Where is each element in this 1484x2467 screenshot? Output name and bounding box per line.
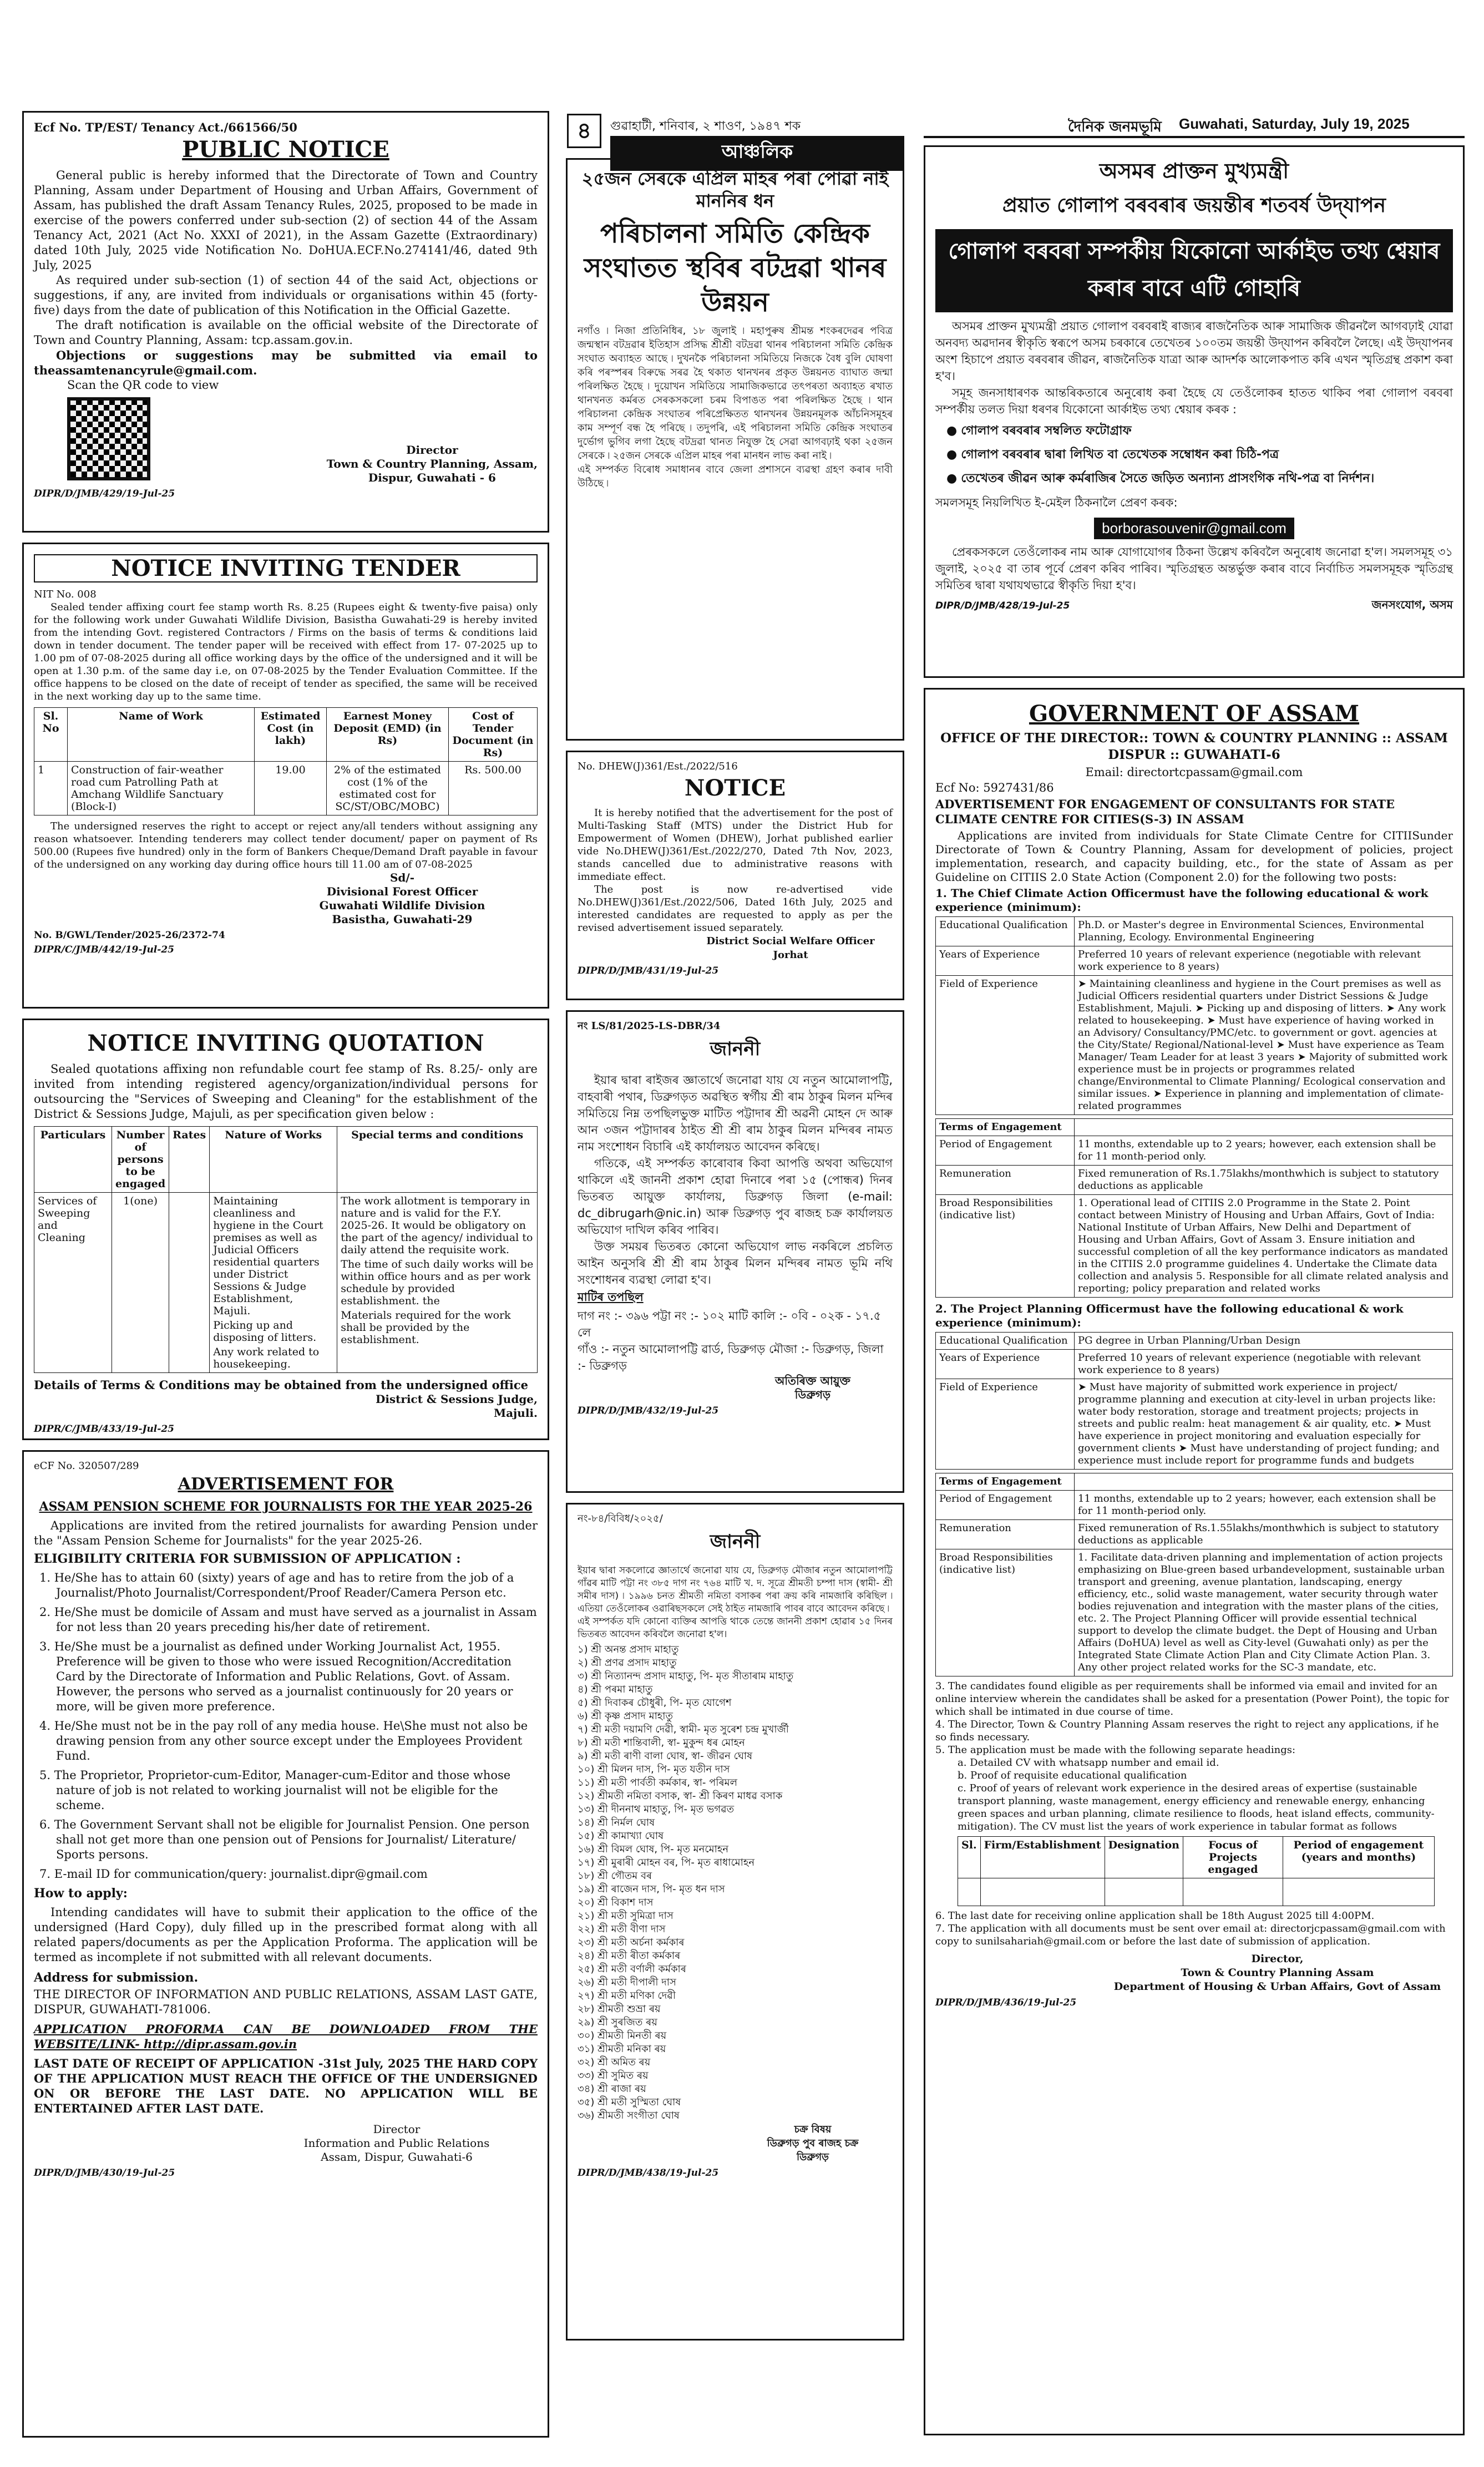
cell: PG degree in Urban Planning/Urban Design	[1075, 1333, 1453, 1350]
table-row	[936, 1333, 1453, 1350]
goa-title: GOVERNMENT OF ASSAM	[1029, 701, 1360, 727]
cell: Remuneration	[936, 1166, 1075, 1195]
sig-line: Information and Public Relations	[303, 2136, 490, 2150]
cell: Field of Experience	[936, 1379, 1075, 1470]
pension-ref: eCF No. 320507/289	[34, 1460, 139, 1472]
cell: ➤ Maintaining cleanliness and hygiene in the Court premises as well as Judicial Officers residential quarters under District Sessions & Judge Establishment, Majuli. ➤ Picking up and disposing of litters. ➤ Any work related to housekeeping. ➤ Must have experience of having worked in an Advisory/ Consultancy/PMC/etc. to government or govt. agencies at the City/State/ Regional/National-level ➤ Must have experience as Team Manager/ Team Leader for at least 3 years ➤ Majority of submitted work experience must be in projects or programmes related change/Environmental to Climate Planning/ Ecological conservation and similar issues. ➤ Experience in planning and implementation of climate-related programmes	[1075, 976, 1453, 1115]
cell: Construction of fair-weather road cum Patrolling Path at Amchang Wildlife Sanctuary (Block-I)	[68, 762, 255, 815]
list-item: ১) শ্ৰী অনন্ত প্ৰসাদ মাহাতু	[578, 1644, 679, 1655]
pension-advertisement	[22, 1450, 549, 2438]
quotation-table	[34, 1126, 538, 1373]
list-item: ১৫) শ্ৰী কামাখ্যা ঘোষ	[578, 1830, 664, 1842]
post1-head: 1. The Chief Climate Action Officermust have the following educational & work experience (minimum):	[935, 887, 1429, 914]
sig-line: Jorhat	[773, 949, 808, 961]
sig-line: Director,	[1251, 1953, 1304, 1965]
list-item: Picking up and disposing of litters.	[213, 1319, 317, 1344]
cv-table	[958, 1836, 1435, 1906]
quotation-details: Details of Terms & Conditions may be obtained from the undersigned office	[34, 1378, 529, 1392]
sig-line: Town & Country Planning, Assam,	[326, 457, 538, 470]
list-item: The work allotment is temporary in nature and is valid for the F.Y. 2025-26. It would be obligatory on the part of the agency/ individual to daily attend the requisite work.	[341, 1195, 533, 1256]
col-sl: Sl. No	[34, 708, 68, 762]
golap-appeal	[924, 145, 1465, 678]
list-item: ৩৪) শ্ৰী ৰাজা ৰয়	[578, 2083, 646, 2095]
col-terms: Special terms and conditions	[337, 1127, 538, 1193]
list-item: ৬) শ্ৰী কৃষ্ণ প্ৰসাদ মাহাতু	[578, 1710, 673, 1722]
col-work: Name of Work	[68, 708, 255, 762]
schedule-text: গাঁও :- নতুন আমোলাপট্টি ৱাৰ্ড, ডিব্ৰুগড় মৌজা :- ডিব্ৰুগড়, জিলা :- ডিব্ৰুগড়	[578, 1343, 884, 1372]
list-item: ২৭) শ্ৰী মতী মণিকা দেৱী	[578, 1990, 676, 2002]
sig-line: Town & Country Planning Assam	[1181, 1967, 1374, 1979]
cell: Preferred 10 years of relevant experience (negotiable with relevant work experience to 8 years)	[1075, 946, 1453, 976]
post2-terms	[935, 1473, 1453, 1676]
table-row	[936, 1520, 1453, 1549]
list-item: ৭) শ্ৰী মতী দয়ামণি দেৱী, স্বামী- মৃত সুৰেশ চন্দ্ৰ মুখাৰ্জী	[578, 1724, 789, 1735]
section-title: আঞ্চলিক	[610, 136, 904, 171]
janani2-ref: নং-৮৪/বিবিধ/২০২৫/	[578, 1513, 663, 1524]
public-notice	[22, 111, 549, 533]
list-item: ৩১) শ্ৰীমতী মনিকা ৰয়	[578, 2043, 666, 2055]
signature-block	[256, 2122, 538, 2164]
goa-email: Email: directortcpassam@gmail.com	[1085, 766, 1303, 779]
cell: Educational Qualification	[936, 917, 1075, 946]
download-link[interactable]: APPLICATION PROFORMA CAN BE DOWNLOADED FROM THE WEBSITE/LINK- http://dipr.assam.gov.in	[34, 2022, 538, 2051]
list-item: a. Detailed CV with whatsapp number and email id.	[958, 1757, 1219, 1769]
email-label: সমলসমূহ নিয়লিখিত ই-মেইল ঠিকনালৈ প্ৰেৰণ কৰক:	[935, 496, 1178, 509]
sig-line: ডিব্ৰুগড় পুব ৰাজহ চক্ৰ	[767, 2137, 859, 2149]
cell: Remuneration	[936, 1520, 1075, 1549]
list-item: 6. The Government Servant shall not be eligible for Journalist Pension. One person shall not get more than one pension out of Pensions for Journalist/ Literature/ Sports persons.	[39, 1818, 530, 1861]
sig-line: Sd/-	[389, 871, 415, 884]
cell: ➤ Must have majority of submitted work experience in project/ programme planning and execution at city-level in urban projects like: water body restoration, storage and treatment projects; projects in streets and public realm: heat management & air quality, etc. ➤ Must have experience in project monitoring and evaluation especially for government clients ➤ Must have understanding of project funding; and experience must include report for programme funds and budgets	[1075, 1379, 1453, 1470]
goa-office: OFFICE OF THE DIRECTOR:: TOWN & COUNTRY PLANNING :: ASSAM DISPUR :: GUWAHATI-6	[940, 731, 1448, 762]
list-item: ৩৬) শ্ৰীমতী সংগীতা ঘোষ	[578, 2110, 680, 2121]
bullet-text: গোলাপ বৰবৰাৰ সম্বলিত ফটোগ্ৰাফ	[961, 424, 1132, 438]
page-number: ৪	[567, 114, 601, 148]
sig-line: Assam, Dispur, Guwahati-6	[321, 2150, 473, 2164]
goa-adv: ADVERTISEMENT FOR ENGAGEMENT OF CONSULTANTS FOR STATE CLIMATE CENTRE FOR CITIES(S-3) IN ASSAM	[935, 797, 1395, 826]
cell: Terms of Engagement	[936, 1473, 1075, 1491]
cell	[169, 1193, 210, 1373]
table-row	[936, 1136, 1453, 1166]
table-row	[936, 1195, 1453, 1298]
cell: Fixed remuneration of Rs.1.55lakhs/monthwhich is subject to statutory deductions as applicable	[1075, 1520, 1453, 1549]
list-item: 4. The Director, Town & Country Planning Assam reserves the right to reject any applications, if he so finds necessary.	[935, 1719, 1439, 1743]
column-middle	[566, 158, 904, 2351]
col-particulars: Particulars	[34, 1127, 112, 1193]
list-item: ২১) শ্ৰী মতী সুমিত্ৰা দাস	[578, 1910, 673, 1922]
janani-notice-2	[566, 1503, 904, 2341]
table-row	[936, 1549, 1453, 1676]
table-row	[936, 1379, 1453, 1470]
janani2-intro: ইয়াৰ দ্বাৰা সকলোৱে জ্ঞাতাৰ্থে জনোৱা যায় যে, ডিব্ৰুগড় মৌজাৰ নতুন আমোলাপট্টি গাঁৱৰ মাটি পট্টা নং ৩৮৫ দাগ নং ৭৬৪ মাটি খ. দ. সূত্ৰে শ্ৰীমতী চম্পা দাস (স্বামী- শ্ৰী সমীৰ দাস) ৷ ১৯৯৬ চনত শ্ৰীমতী নমিতা বসাকৰ পৰা ক্ৰয় কৰি নামজাৰি কৰিছিল ৷ এতিয়া তেওঁলোকৰ ওৱাৰিছসকলে সেই ঠাইত নামজাৰি পাবৰ বাবে আবেদন কৰিছে ৷	[578, 1565, 893, 1614]
dipr-code: DIPR/D/JMB/431/19-Jul-25	[578, 965, 719, 976]
bullet-text: তেখেতৰ জীৱন আৰু কৰ্মৰাজিৰ সৈতে জড়িত অন্যান্য প্ৰাসংগিক নথি-পত্ৰ বা নিৰ্দশন।	[961, 472, 1375, 485]
signature-block	[688, 934, 893, 962]
list-item: ৩০) শ্ৰীমতী মিনতী ৰয়	[578, 2030, 667, 2042]
email-link[interactable]: borborasouvenir@gmail.com	[1094, 518, 1294, 539]
masthead-rule	[924, 136, 1465, 138]
golap-banner: গোলাপ বৰবৰা সম্পৰ্কীয় যিকোনো আৰ্কাইভ তথ্য শ্বেয়াৰ কৰাৰ বাবে এটি গোহাৰি	[935, 229, 1453, 312]
golap-para: সমূহ জনসাধাৰণক আন্তৰিকতাৰে অনুৰোধ কৰা হৈছে যে তেওঁলোকৰ হাতত থাকিব পৰা গোলাপ বৰবৰা সম্পৰ্কীয় তলত দিয়া ধৰণৰ যিকোনো আৰ্কাইভ তথ্য শ্বেয়াৰ কৰক :	[935, 386, 1453, 416]
golap-para: প্ৰেৰকসকলে তেওঁলোকৰ নাম আৰু যোগাযোগৰ ঠিকনা উল্লেখ কৰিবলৈ অনুৰোধ জনোৱা হ'ল। সমলসমূহ ৩১ জুলাই, ২০২৫ বা তাৰ পূৰ্বে প্ৰেৰণ কৰিব পাৰিব। স্মৃতিগ্ৰন্থত অন্তৰ্ভুক্ত কৰাৰ বাবে নিৰ্বাচিত সমলসমূহক স্মৃতিগ্ৰন্থ সমিতিৰ দ্বাৰা যথাযথভাৱে স্বীকৃতি দিয়া হ'ব।	[935, 545, 1453, 592]
cell: 11 months, extendable up to 2 years; however, each extension shall be for 11 month-period only.	[1075, 1491, 1453, 1520]
pension-subtitle: ASSAM PENSION SCHEME FOR JOURNALISTS FOR THE YEAR 2025-26	[39, 1500, 533, 1514]
col-doc: Cost of Tender Document (in Rs)	[449, 708, 538, 762]
list-item: ১০) শ্ৰী মিলন দাস, পি- মৃত যতীন দাস	[578, 1764, 730, 1775]
notice-para: As required under sub-section (1) of section 44 of the said Act, objections or suggestions, if any, are invited from individuals or organisations within 45 (forty-five) days from the date of publication of this Notification in the Official Gazette.	[34, 273, 538, 317]
janani-body: গতিকে, এই সম্পৰ্কত কাৰোবাৰ কিবা আপত্তি অথবা অভিযোগ থাকিলে এই জাননী প্ৰকাশ হোৱা দিনাৰে পৰা ১৫ (পোন্ধৰ) দিনৰ ভিতৰত আয়ুক্ত কাৰ্যালয়, ডিব্ৰুগড় জিলা (e-mail: dc_dibrugarh@nic.in) আৰু ডিব্ৰুগড় পুব ৰাজহ চক্ৰ কাৰ্যালয়ত অভিযোগ দাখিল কৰিব পাৰিব।	[578, 1157, 893, 1237]
cell: Broad Responsibilities (indicative list)	[936, 1549, 1075, 1676]
cell: Services of Sweeping and Cleaning	[34, 1193, 112, 1373]
masthead-right-date: Guwahati, Saturday, July 19, 2025	[1179, 115, 1410, 132]
last-date: LAST DATE OF RECEIPT OF APPLICATION -31st July, 2025 THE HARD COPY OF THE APPLICATION MUST REACH THE OFFICE OF THE UNDERSIGNED ON OR BEFORE THE LAST DATE. NO APPLICATION WILL BE ENTERTAINED AFTER LAST DATE.	[34, 2056, 538, 2115]
list-item: ২২) শ্ৰী মতী বীণা দাস	[578, 1923, 666, 1935]
list-item	[946, 469, 1453, 489]
nit-number: NIT No. 008	[34, 589, 97, 600]
address-text: THE DIRECTOR OF INFORMATION AND PUBLIC RELATIONS, ASSAM LAST GATE, DISPUR, GUWAHATI-781006.	[34, 1988, 538, 2016]
signature-block	[733, 2122, 893, 2164]
list-item: Maintaining cleanliness and hygiene in the Court premises as well as Judicial Officers residential quarters under District Sessions & Judge Establishment, Majuli.	[213, 1195, 323, 1317]
goa-advertisement	[924, 688, 1465, 2435]
cell: Educational Qualification	[936, 1333, 1075, 1350]
notice-para: General public is hereby informed that the Directorate of Town and Country Planning, Assam under Department of Housing and Urban Affairs, Government of Assam, has published the draft Assam Tenancy Rules, 2025, proposed to be made in exercise of the powers conferred under sub-section (2) of section 44 of the Assam Tenancy Act, 2021 (Act No. XXXI of 2021), in the Assam Gazette (Extraordinary) dated 10th July, 2025 vide Notification No. DoHUA.ECF.No.274141/46, dated 9th July, 2025	[34, 169, 538, 272]
how-text: Intending candidates will have to submit their application to the office of the undersigned (Hard Copy), duly filled up in the prescribed format along with all related papers/documents as per the Application Proforma. The application will be termed as incomplete if not submitted with all relevant documents.	[34, 1906, 538, 1964]
goa-notes	[935, 1680, 1453, 1833]
list-item: ৪) শ্ৰী পৰমা মাহাতু	[578, 1684, 653, 1695]
tender-title: NOTICE INVITING TENDER	[34, 554, 538, 582]
tender-table	[34, 707, 538, 815]
list-item: ১৬) শ্ৰী বিমল ঘোষ, পি- মৃত মনমোহন	[578, 1843, 729, 1855]
signature-block	[267, 871, 538, 926]
table-row	[936, 1473, 1453, 1491]
golap-org: জনসংযোগ, অসম	[1371, 598, 1453, 611]
list-item: ১৮) শ্ৰী গৌতম বৰ	[578, 1870, 652, 1882]
list-item: 1. He/She has to attain 60 (sixty) years of age and has to retire from the job of a Journalist/Photo Journalist/Correspondent/Proof Reader/Camera Person etc.	[39, 1571, 514, 1599]
cv-col: Sl.	[958, 1837, 981, 1878]
list-item: ৩৫) শ্ৰী মতী সুস্মিতা ঘোষ	[578, 2096, 681, 2108]
news-kicker: ২৫জন সেৰকে এপ্ৰিল মাহৰ পৰা পোৱা নাই মাননিৰ ধন	[581, 168, 889, 211]
janani-title: জাননী	[710, 1038, 761, 1060]
dipr-code: DIPR/D/JMB/432/19-Jul-25	[578, 1405, 719, 1416]
cell: Rs. 500.00	[449, 762, 538, 815]
col-nature: Nature of Works	[210, 1127, 337, 1193]
list-item: ২৬) শ্ৰী মতী দীপালী দাস	[578, 1977, 676, 1988]
list-item: 5. The application must be made with the following separate headings:	[935, 1744, 1296, 1756]
list-item: ২৫) শ্ৰী মতী বৰ্ণালী কৰ্মকাৰ	[578, 1963, 686, 1975]
post1-table	[935, 916, 1453, 1115]
janani2-intro: এই সম্পৰ্কত যদি কোনো ব্যক্তিৰ আপত্তি থাকে তেন্তে জাননী প্ৰকাশ হোৱাৰ ১৫ দিনৰ ভিতৰত আবেদন কৰিবলৈ জনোৱা হ'ল।	[578, 1616, 893, 1640]
post1-terms	[935, 1118, 1453, 1298]
sig-line: Director	[406, 443, 458, 457]
column-left	[22, 111, 549, 2448]
list-item: ৩) শ্ৰী নিত্যানন্দ প্ৰসাদ মাহাতু, পি- মৃত সীতাৰাম মাহাতু	[578, 1670, 794, 1682]
signature-block	[1102, 1952, 1453, 1994]
janani-ref: নং LS/81/2025-LS-DBR/34	[578, 1020, 721, 1032]
list-item: ৯) শ্ৰী মতী ৰাণী বালা ঘোষ, স্বা- জীৱন ঘোষ	[578, 1750, 753, 1762]
table-row	[34, 1193, 538, 1373]
mts-para: The post is now re-advertised vide No.DHEW(J)361/Est./2022/506, Dated 16th July, 2025 and interested candidates are requested to apply as per the revised advertisement issued separately.	[578, 884, 893, 934]
list-item: 3. He/She must be a journalist as defined under Working Journalist Act, 1955. Preference will be given to those who were issued Recognition/Accreditation Card by the Directorate of Information and Public Relations, Govt. of Assam. However, the persons who served as a journalist continuously for 20 years or more, will be given more preference.	[39, 1640, 513, 1713]
column-right	[924, 145, 1465, 2445]
how-head: How to apply:	[34, 1886, 128, 1901]
cell: 2% of the estimated cost (1% of the estimated cost for SC/ST/OBC/MOBC)	[327, 762, 449, 815]
cell: 1. Operational lead of CITIIS 2.0 Programme in the State 2. Point contact between Ministry of Housing and Urban Affairs, Govt of India: National Institute of Urban Affairs, New Delhi and Department of Housing and Urban Affairs, Govt of Assam 3. Ensure initiation and successful completion of all the key performance indicators as mandated in the CITIIS 2.0 programme guidelines 4. Undertake the Climate data collection and analysis 5. Responsible for all climate related analysis and reporting; policy preparation and related works	[1075, 1195, 1453, 1298]
dipr-code: DIPR/D/JMB/430/19-Jul-25	[34, 2167, 175, 2179]
sig-line: ডিব্ৰুগড়	[796, 2151, 829, 2163]
schedule-head: মাটিৰ তপছিল	[578, 1290, 644, 1304]
list-item: ১১) শ্ৰী মতী পাৰ্বতী কৰ্মকাৰ, স্বা- পৰিমল	[578, 1777, 738, 1789]
cell: 1. Facilitate data-driven planning and implementation of action projects emphasizing on Blue-green based urbandevelopment, sustainable urban transport and greening, avenue plantation, landscaping, energy efficiency, etc., solid waste management, water security through water bodies rejuvenation and integration with the master plans of the cities, etc. 2. The Project Planning Officer will provide essential technical support to develop the climate budget. the Dept of Housing and Urban Affairs (DoHUA) level as well as City-level (Guwahati only) as per the Integrated State Climate Action Plan and City Climate Action Plan. 3. Any other project related works for the SC-3 mandate, etc.	[1075, 1549, 1453, 1676]
list-item: ১৩) শ্ৰী দীননাথ মাহাতু, পি- মৃত ভগৱত	[578, 1804, 735, 1815]
cell: Years of Experience	[936, 1350, 1075, 1379]
list-item: ২৮) শ্ৰীমতী শুভ্ৰা ৰয়	[578, 2003, 661, 2015]
mts-notice	[566, 751, 904, 1000]
bullet-icon: ●	[946, 448, 961, 462]
col-cost: Estimated Cost (in lakh)	[255, 708, 327, 762]
news-body: নগাঁও ৷ নিজা প্ৰতিনিধিৰ, ১৮ জুলাই ৷ মহাপুৰুষ শ্ৰীমন্ত শংকৰদেৱৰ পবিত্ৰ জন্মস্থান বটদ্ৰৱাৰ ইতিহাস প্ৰসিদ্ধ শ্ৰীশ্ৰী বটদ্ৰৱা থানৰ পৰিচালনা সমিতি কেন্দ্ৰিক সংঘাত অব্যাহত আছে ৷ দুখনকৈ পৰিচালনা সমিতিয়ে নিজকে বৈধ বুলি ঘোষণা কৰি পৰস্পৰৰ বিৰুদ্ধে সৰৱ হৈ থকাত থানখনৰ প্ৰকৃত উন্নয়নত ব্যাঘাত জন্মা পৰিলক্ষিত হৈছে ৷ দুয়োখন সমিতিয়ে সামাজিকভাৱে তৎপৰতা অব্যাহত ৰখাত থানখনত কৰ্মৰত সেৰকসকলো চৰম বিপাঙত পৰা পৰিলক্ষিত হৈছে ৷ থান পৰিচালনা কেন্দ্ৰিক সংঘাতৰ পৰিপ্ৰেক্ষিতত থানখনৰ উন্নয়নমূলক আঁচনিসমূহৰ কাম সম্পূৰ্ণ বন্ধ হৈ পৰিছে ৷ তদুপৰি, এই পৰিচালনা সমিতি কেন্দ্ৰিক সংঘাতৰ দুৰ্ভোগ ভুগিব লগা হৈছে বটদ্ৰৱা থানত নিযুক্ত হৈ সেৱা আগবঢ়াই থকা ২৫জন সেৰকে ৷ ২৫জন সেৰকে এপ্ৰিল মাহৰ পৰা মানধন লাভ কৰা নাই ৷	[578, 325, 893, 462]
sig-line: District Social Welfare Officer	[706, 935, 875, 947]
cell: Field of Experience	[936, 976, 1075, 1115]
quotation-intro: Sealed quotations affixing non refundable court fee stamp of Rs. 8.25/- only are invited from intending registered agency/organization/individual persons for outsourcing the "Services of Sweeping and Cleaning" for the establishment of the District & Sessions Judge, Majuli, as per specification given below :	[34, 1062, 538, 1121]
table-row	[34, 762, 538, 815]
list-item: ৩২) শ্ৰী অমিত ৰয়	[578, 2056, 651, 2068]
notice-title: PUBLIC NOTICE	[182, 136, 389, 163]
goa-last: 7. The application with all documents must be sent over email at: directorjcpassam@gmail.com with copy to sunilsahariah@gmail.com or before the last date of submission of application.	[935, 1923, 1446, 1947]
cell: 19.00	[255, 762, 327, 815]
cell: Years of Experience	[936, 946, 1075, 976]
list-item: ৫) শ্ৰী দিবাকৰ চৌধুৰী, পি- মৃত যোগেশ	[578, 1697, 732, 1709]
cv-col: Designation	[1105, 1837, 1183, 1878]
address-head: Address for submission.	[34, 1970, 199, 1985]
qr-code-icon	[67, 397, 150, 480]
pension-intro: Applications are invited from the retired journalists for awarding Pension under the "Assam Pension Scheme for Journalists" for the year 2025-26.	[34, 1519, 538, 1547]
table-row	[936, 1166, 1453, 1195]
sig-line: চক্ৰ বিষয়	[794, 2124, 832, 2135]
sig-line: Divisional Forest Officer	[326, 885, 478, 898]
sig-line: Guwahati Wildlife Division	[319, 899, 485, 912]
bullet-icon: ●	[946, 472, 961, 485]
dipr-code: DIPR/D/JMB/436/19-Jul-25	[935, 1997, 1077, 2008]
table-row	[936, 917, 1453, 946]
goa-last: 6. The last date for receiving online application shall be 18th August 2025 till 4:00PM.	[935, 1910, 1375, 1922]
dipr-code: DIPR/D/JMB/438/19-Jul-25	[578, 2167, 719, 2179]
cell: Broad Responsibilities (indicative list)	[936, 1195, 1075, 1298]
sig-line: Department of Housing & Urban Affairs, Govt of Assam	[1113, 1980, 1441, 1993]
table-row	[936, 976, 1453, 1115]
signature-block	[34, 1392, 538, 1420]
paper-name: দৈনিক জনমভূমি	[1068, 119, 1162, 135]
masthead-left-date: গুৱাহাটী, শনিবাৰ, ২ শাওণ, ১৯৪৭ শক	[610, 119, 801, 133]
table-row	[936, 1491, 1453, 1520]
janani-body: ইয়াৰ দ্বাৰা ৰাইজৰ জ্ঞাতাৰ্থে জনোৱা যায় যে নতুন আমোলাপট্টি, বাহবাৰী পথাৰ, ডিব্ৰুগড়ত অৱস্থিত স্বৰ্গীয় শ্ৰী ৰাম ঠাকুৰ মিলন মন্দিৰ সমিতিয়ে নিম্ন তপছিলভুক্ত মাটিত পট্টাদাৰ শ্ৰী অৱনী মোহন দে আৰু আন ৩জন পট্টাদাৰৰ ঠাইত শ্ৰী শ্ৰী ৰাম ঠাকুৰ মিলন মন্দিৰৰ নামত নাম সংশোধন বিচাৰি এই কাৰ্যালয়ত আবেদন কৰিছে।	[578, 1073, 893, 1153]
signature-block	[733, 1374, 893, 1402]
pension-title: ADVERTISEMENT FOR	[178, 1475, 394, 1494]
notice-para: Objections or suggestions may be submitted via email to theassamtenancyrule@gmail.com.	[34, 348, 538, 377]
list-item: 7. E-mail ID for communication/query: journalist.dipr@gmail.com	[39, 1867, 428, 1881]
sig-line: Majuli.	[493, 1406, 538, 1420]
list-item: ২৯) শ্ৰী সুৰজিত ৰয়	[578, 2017, 657, 2028]
notice-para: The draft notification is available on the official website of the Directorate of Town and Country Planning, Assam: tcp.assam.gov.in.	[34, 318, 538, 347]
bullet-icon: ●	[946, 424, 961, 438]
quotation-notice	[22, 1019, 549, 1440]
col-rates: Rates	[169, 1127, 210, 1193]
list-item: ১৯) শ্ৰী ৰাজেন দাস, পি- মৃত ধন দাস	[578, 1883, 725, 1895]
table-row	[958, 1878, 1435, 1906]
schedule-text: দাগ নং :- ৩৯৬ পট্টা নং :- ১০২ মাটি কালি :- ০বি - ০২ক - ১৭.৫ লে	[578, 1309, 882, 1339]
dipr-code: DIPR/C/JMB/433/19-Jul-25	[34, 1424, 174, 1435]
list-item: ১৪) শ্ৰী নিৰ্মল ঘোষ	[578, 1817, 655, 1828]
col-persons: Number of persons to be engaged	[112, 1127, 169, 1193]
cell: Terms of Engagement	[936, 1119, 1075, 1136]
cv-col: Firm/Establishment	[980, 1837, 1105, 1878]
dipr-code: DIPR/D/JMB/429/19-Jul-25	[34, 488, 175, 499]
table-row	[936, 1119, 1453, 1136]
sig-line: District & Sessions Judge,	[375, 1392, 538, 1406]
col-emd: Earnest Money Deposit (EMD) (in Rs)	[327, 708, 449, 762]
dipr-code: DIPR/C/JMB/442/19-Jul-25	[34, 944, 174, 955]
list-item: The time of such daily works will be within office hours and as per work schedule by provided establishment. the	[341, 1258, 534, 1307]
list-item: ৮) শ্ৰী মতী শান্তিবালী, স্বা- মুকুন্দ ধৰ মোহন	[578, 1737, 745, 1749]
tender-footer: The undersigned reserves the right to accept or reject any/all tenders without assigning any reason whatsoever. Intending tenderers may collect tender document/ paper on payment of Rs 500.00 (Rupees five hundred) only in the form of Bankers Cheque/Demand Draft payable in favour of the undersigned on any working day during office hours till 11.00 am of 07-08-2025	[34, 820, 538, 870]
cell: Period of Engagement	[936, 1136, 1075, 1166]
post2-table	[935, 1332, 1453, 1470]
cell: 11 months, extendable up to 2 years; however, each extension shall be for 11 month-period only.	[1075, 1136, 1453, 1166]
janani-body: উক্ত সময়ৰ ভিতৰত কোনো অভিযোগ লাভ নকৰিলে প্ৰচলিত আইন অনুসৰি শ্ৰী শ্ৰী ৰাম ঠাকুৰ মিলন মন্দিৰৰ নামত ভূমি নথি সংশোধনৰ ব্যৱস্থা লোৱা হ'ব।	[578, 1240, 893, 1286]
signature-block	[327, 443, 538, 485]
list-item: ১২) শ্ৰীমতী নমিতা বসাক, স্বা- শ্ৰী কিৰণ মাধৱ বসাক	[578, 1790, 783, 1802]
list-item: ৩৩) শ্ৰী সুমিত ৰয়	[578, 2070, 649, 2081]
cell: 1	[34, 762, 68, 815]
list-item: Materials required for the work shall be provided by the establishment.	[341, 1309, 511, 1346]
sig-line: Director	[373, 2122, 421, 2136]
list-item: Any work related to housekeeping.	[213, 1346, 320, 1370]
golap-para: অসমৰ প্ৰাক্তন মুখ্যমন্ত্ৰী প্ৰয়াত গোলাপ বৰবৰাই ৰাজ্যৰ ৰাজনৈতিক আৰু সামাজিক জীৱনলৈ আগবঢ়াই যোৱা অনবদ্য অৱদানৰ স্বীকৃতি স্বৰূপে অসম চৰকাৰে তেখেতৰ ১০০তম জয়ন্তী উদ্‌যাপন কৰিবলৈ লৈছে। এই উদ্‌যাপনৰ অংশ হিচাপে প্ৰয়াত বৰবৰাৰ জীৱন, ৰাজনৈতিক যাত্ৰা আৰু আদৰ্শক আলোকপাত কৰি এখন স্মৃতিগ্ৰন্থ প্ৰকাশ কৰা হ'ব।	[935, 320, 1453, 383]
cell: Fixed remuneration of Rs.1.75lakhs/monthwhich is subject to statutory deductions as applicable	[1075, 1166, 1453, 1195]
cv-col: Period of engagement (years and months)	[1283, 1837, 1434, 1878]
sig-line: ডিব্ৰুগড়	[794, 1388, 831, 1401]
cell: Preferred 10 years of relevant experience (negotiable with relevant work experience to 8 years)	[1075, 1350, 1453, 1379]
mts-para: It is hereby notified that the advertisement for the post of Multi-Tasking Staff (MTS) under the District Hub for Empowerment of Women (DHEW), Jorhat published earlier vide No.DHEW(J)361/Est./2022/270, Dated 7th Nov, 2023, stands cancelled due to administrative reasons with immediate effect.	[578, 807, 893, 883]
cell: 1(one)	[112, 1193, 169, 1373]
news-article	[566, 158, 904, 741]
golap-head1: অসমৰ প্ৰাক্তন মুখ্যমন্ত্ৰী	[1099, 159, 1289, 183]
goa-intro: Applications are invited from individuals for State Climate Centre for CITIISunder Directorate of Town & Country Planning, Assam for development of policies, project implementation, research, and capacity building, etc., for the state of Assam as per Guideline on CITIIS 2.0 State Action (Component 2.0) for the following two posts:	[935, 829, 1453, 884]
list-item: 2. He/She must be domicile of Assam and must have served as a journalist in Assam for not less than 20 years preceding his/her date of retirement.	[39, 1605, 537, 1634]
list-item: 3. The candidates found eligible as per requirements shall be informed via email and invited for an online interview wherein the candidates shall be asked for a presentation (Power Point), the topic for which shall be intimated in due course of time.	[935, 1680, 1449, 1718]
tender-notice	[22, 543, 549, 1009]
criteria-head: ELIGIBILITY CRITERIA FOR SUBMISSION OF APPLICATION :	[34, 1552, 461, 1566]
mts-ref: No. DHEW(J)361/Est./2022/516	[578, 761, 738, 772]
list-item: ১৭) শ্ৰী মুৰাৰী মোহন বৰ, পি- মৃত ৰাধামোহন	[578, 1857, 755, 1868]
notice-ref: Ecf No. TP/EST/ Tenancy Act./661566/50	[34, 120, 297, 134]
janani-notice	[566, 1010, 904, 1493]
goa-ref: Ecf No: 5927431/86	[935, 781, 1054, 794]
quotation-title: NOTICE INVITING QUOTATION	[87, 1030, 484, 1056]
list-item: 5. The Proprietor, Proprietor-cum-Editor, Manager-cum-Editor and those whose nature of job is not related to working journalist will not be eligible for the scheme.	[39, 1769, 511, 1812]
mts-title: NOTICE	[684, 775, 786, 801]
list-item: ২) শ্ৰী প্ৰণৱ প্ৰসাদ মাহাতু	[578, 1657, 677, 1669]
list-item: ২৪) শ্ৰী মতী ৰীতা কৰ্মকাৰ	[578, 1950, 681, 1962]
cell: Ph.D. or Master's degree in Environmental Sciences, Environmental Planning, Ecology. Environmental Engineering	[1075, 917, 1453, 946]
news-body-end: এই সম্পৰ্কত বিৰোধ সমাধানৰ বাবে জেলা প্ৰশাসনে ব্যৱস্থা গ্ৰহণ কৰাৰ দাবী উঠিছে ৷	[578, 464, 893, 489]
table-row	[936, 1350, 1453, 1379]
news-headline: পৰিচালনা সমিতি কেন্দ্ৰিক সংঘাতত স্থবিৰ বটদ্ৰৱা থানৰ উন্নয়ন	[584, 218, 887, 318]
bullet-text: গোলাপ বৰবৰাৰ দ্বাৰা লিখিত বা তেখেতক সম্বোধন কৰা চিঠি-পত্ৰ	[961, 448, 1279, 462]
dipr-code: DIPR/D/JMB/428/19-Jul-25	[935, 600, 1070, 611]
list-item: c. Proof of years of relevant work experience in the desired areas of expertise (sustainable transport planning, waste management, energy efficiency and renewable energy, enhancing green spaces and urban planning, climate resilience to floods, heat island effects, community-mitigation). The CV must list the years of work experience in tabular format as follows	[958, 1782, 1435, 1832]
golap-head2: প্ৰয়াত গোলাপ বৰবৰাৰ জয়ন্তীৰ শতবৰ্ষ উদ্‌যাপন	[1002, 194, 1386, 217]
post2-head: 2. The Project Planning Officermust have the following educational & work experience (minimum):	[935, 1302, 1404, 1329]
sig-line: Dispur, Guwahati - 6	[368, 471, 496, 484]
list-item: 4. He/She must not be in the pay roll of any media house. He\She must not also be drawing pension from any other source except under the Employees Provident Fund.	[39, 1719, 528, 1762]
janani2-title: জাননী	[710, 1531, 761, 1553]
sig-line: অতিৰিক্ত আয়ুক্ত	[775, 1374, 850, 1387]
list-item	[946, 445, 1453, 465]
cell: Period of Engagement	[936, 1491, 1075, 1520]
names-list	[578, 1643, 893, 2122]
email-row	[935, 494, 1453, 513]
sig-line: Basistha, Guwahati-29	[332, 913, 473, 926]
tender-intro: Sealed tender affixing court fee stamp worth Rs. 8.25 (Rupees eight & twenty-five paisa) only for the following work under Guwahati Wildlife Division, Basistha Guwahati-29 is hereby invited from the intending Govt. registered Contractors / Firms on the basis of terms & conditions laid down in tender document. The tender paper will be received with effect from 17- 07-2025 up to 1.00 pm of 07-08-2025 during all office working days by the office of the undersigned and it will be open at 1.30 p.m. of the same day i.e, on 07-08-2025 by the Tender Evaluation Committee. If the office happens to be closed on the date of receipt of tender as specified, the same will be received in the next working day up to the same time.	[34, 601, 538, 702]
list-item	[946, 421, 1453, 442]
table-row	[936, 946, 1453, 976]
list-item: ২০) শ্ৰী বিকাশ দাস	[578, 1897, 654, 1908]
tender-ref: No. B/GWL/Tender/2025-26/2372-74	[34, 930, 225, 941]
list-item: ২৩) শ্ৰী মতী অৰ্চনা কৰ্মকাৰ	[578, 1937, 685, 1948]
qr-label: Scan the QR code to view	[67, 378, 219, 392]
cv-col: Focus of Projects engaged	[1183, 1837, 1283, 1878]
cell	[337, 1193, 538, 1373]
list-item: b. Proof of requisite educational qualification	[958, 1770, 1187, 1781]
cell	[210, 1193, 337, 1373]
